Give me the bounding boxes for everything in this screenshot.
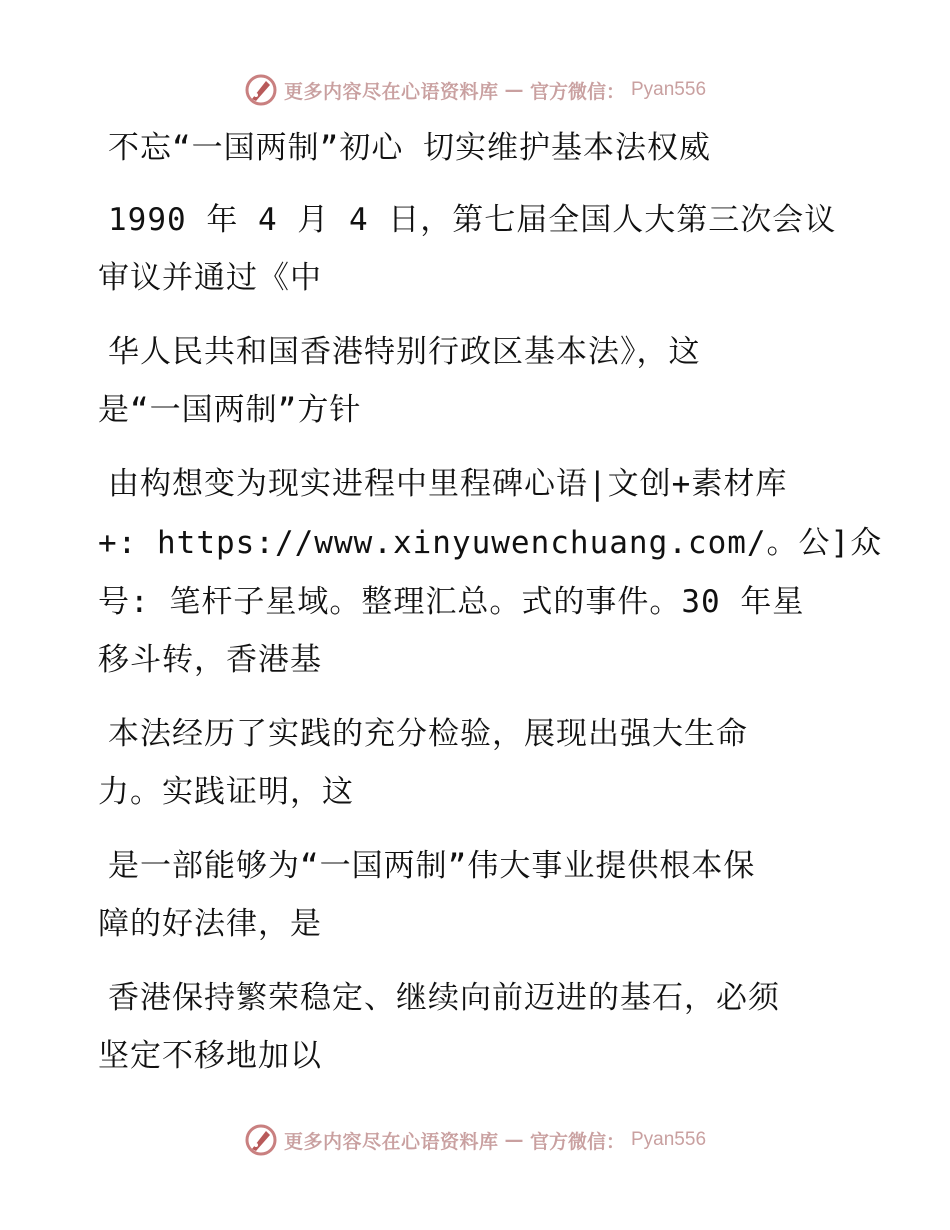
banner-dash: — [504, 1129, 524, 1151]
banner-dash: — [504, 79, 524, 101]
document-title: 不忘“一国两制”初心 切实维护基本法权威 [108, 130, 711, 166]
text-line: 障的好法律，是 [98, 906, 322, 942]
text-line: 1990 年 4 月 4 日，第七届全国人大第三次会议 [108, 202, 837, 238]
text-line: 是“一国两制”方针 [98, 392, 362, 428]
pen-logo-icon [244, 1123, 278, 1157]
header-banner [0, 70, 950, 110]
text-line: 坚定不移地加以 [98, 1038, 322, 1074]
banner-wechat-label: 官方微信： [529, 1130, 625, 1153]
text-line: +: https://www.xinyuwenchuang.com/。公]众 [98, 525, 883, 561]
text-line: 华人民共和国香港特别行政区基本法》，这 [108, 334, 701, 370]
text-line: 审议并通过《中 [98, 260, 322, 296]
footer-banner [0, 1120, 950, 1160]
text-line: 是一部能够为“一国两制”伟大事业提供根本保 [108, 848, 756, 884]
text-line: 香港保持繁荣稳定、继续向前迈进的基石，必须 [108, 980, 780, 1016]
text-line: 力。实践证明，这 [98, 774, 354, 810]
text-line: 本法经历了实践的充分检验，展现出强大生命 [108, 716, 748, 752]
text-line: 由构想变为现实进程中里程碑心语|文创+素材库 [108, 466, 788, 502]
banner-wechat-id: Pyan556 [631, 1129, 707, 1150]
banner-text: 更多内容尽在心语资料库 [283, 80, 499, 103]
text-line: 移斗转，香港基 [98, 642, 322, 678]
banner-wechat-label: 官方微信： [529, 80, 625, 103]
banner-text: 更多内容尽在心语资料库 [283, 1130, 499, 1153]
banner-wechat-id: Pyan556 [631, 79, 707, 100]
pen-logo-icon [244, 73, 278, 107]
text-line: 号: 笔杆子星域。整理汇总。式的事件。30 年星 [98, 584, 805, 620]
